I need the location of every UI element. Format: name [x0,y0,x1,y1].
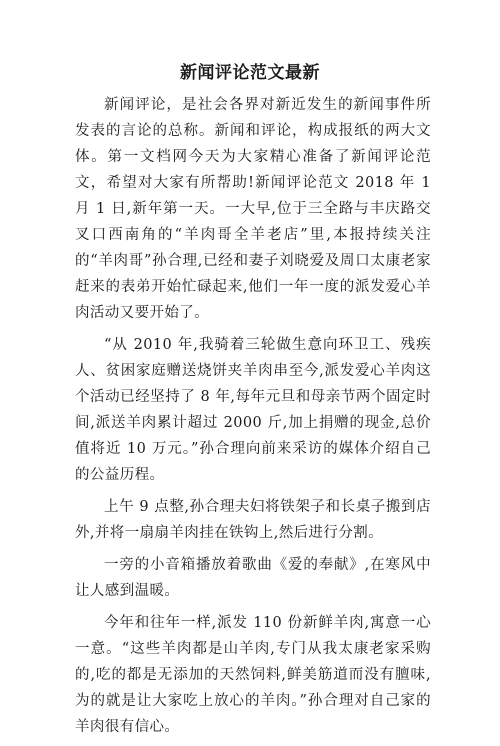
paragraph-3: 上午 9 点整,孙合理夫妇将铁架子和长桌子搬到店外,并将一扇扇羊肉挂在铁钩上,然后进行分割。 [75,499,431,541]
paragraph-4: 一旁的小音箱播放着歌曲《爱的奉献》,在寒风中让人感到温暖。 [75,557,431,599]
paragraph-1: 新闻评论，是社会各界对新近发生的新闻事件所发表的言论的总称。新闻和评论，构成报纸的两大文体。第一文档网今天为大家精心准备了新闻评论范文，希望对大家有所帮助!新闻评论范文 2018 年 1 月 1 日,新年第一天。一大早,位于三全路与丰庆路交叉口西南角的“羊肉哥全羊老店”里,本报持续关注的“羊肉哥”孙合理,已经和妻子刘晓爱及周口太康老家赶来的表弟开始忙碌起来,他们一年一度的派发爱心羊肉活动又要开始了。 [75,97,431,321]
document-title: 新闻评论范文最新 [180,63,320,83]
paragraph-2: “从 2010 年,我骑着三轮做生意向环卫工、残疾人、贫困家庭赠送烧饼夹羊肉串至今,派发爱心羊肉这个活动已经坚持了 8 年,每年元旦和母亲节两个固定时间,派送羊肉累计超过 2000 斤,加上捐赠的现金,总价值将近 10 万元。”孙合理向前来采访的媒体介绍自己的公益历程。 [75,337,431,483]
paragraph-5: 今年和往年一样,派发 110 份新鲜羊肉,寓意一心一意。“这些羊肉都是山羊肉,专门从我太康老家采购的,吃的都是无添加的天然饲料,鲜美筋道而没有膻味,为的就是让大家吃上放心的羊肉。”孙合理对自己家的羊肉很有信心。 [75,615,431,735]
document-body [75,92,431,746]
